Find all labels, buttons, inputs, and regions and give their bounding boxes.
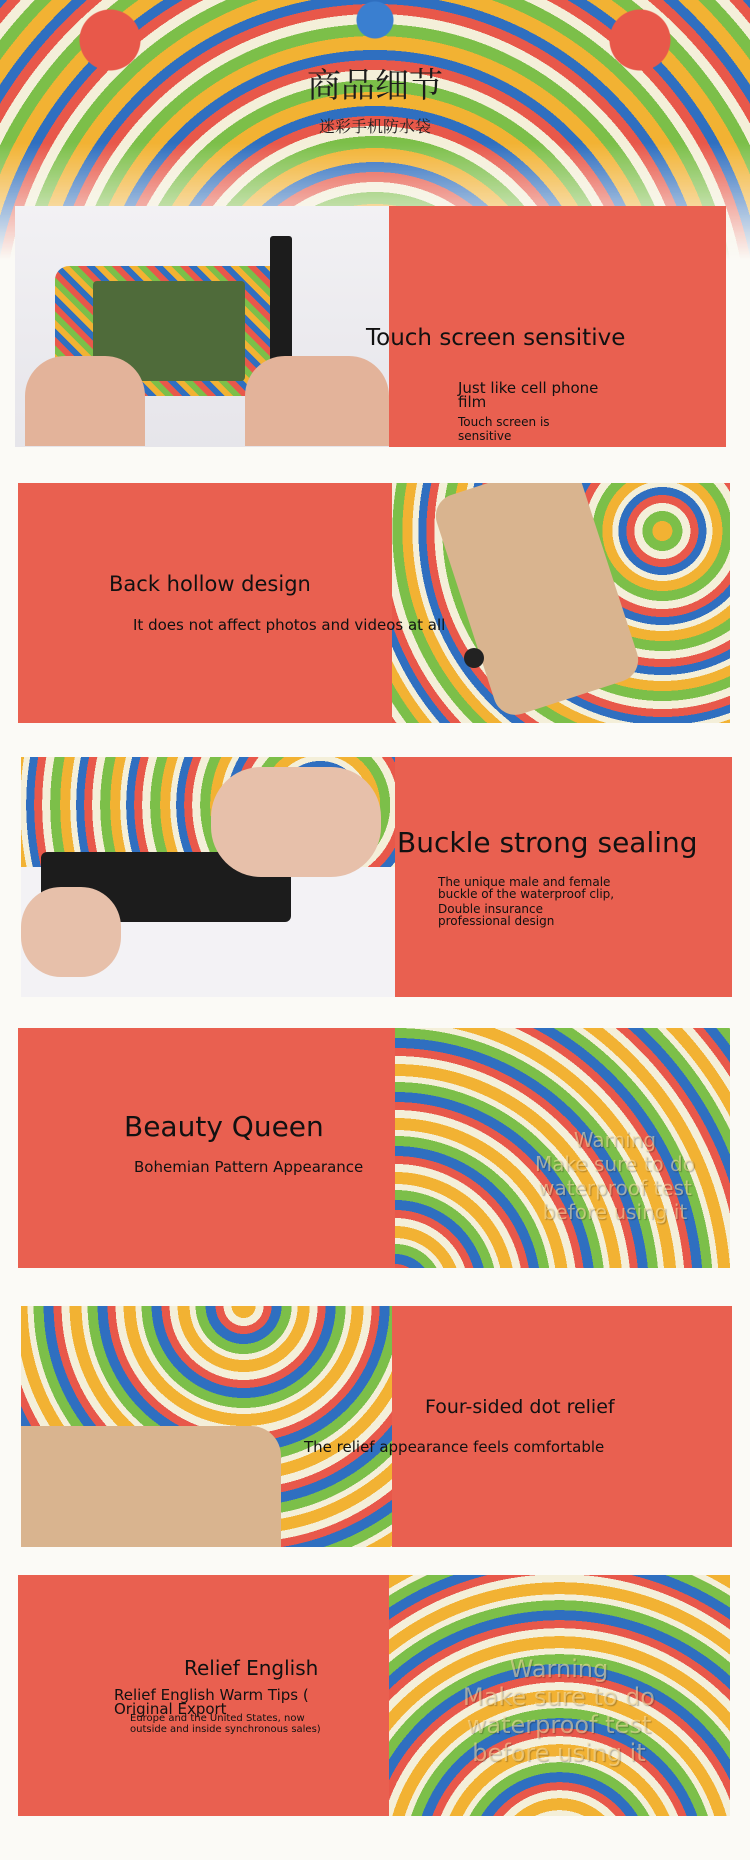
embossed-line: before using it xyxy=(472,1739,646,1767)
section-body: Bohemian Pattern Appearance xyxy=(134,1158,364,1176)
dot-relief-photo xyxy=(21,1306,392,1547)
back-hollow-panel xyxy=(18,483,392,723)
section-body: Relief English Warm Tips ( Original Export xyxy=(114,1686,309,1718)
section-body: It does not affect photos and videos at all xyxy=(133,616,446,634)
embossed-warning xyxy=(505,1128,725,1224)
back-hollow-photo xyxy=(392,483,730,723)
page-subtitle: 迷彩手机防水袋 xyxy=(318,117,431,136)
embossed-line: Warning xyxy=(573,1128,657,1152)
phone-back xyxy=(430,483,644,721)
buckle-photo xyxy=(21,757,395,997)
touch-screen-photo xyxy=(15,206,389,447)
section-body: The unique male and female buckle of the waterproof clip, xyxy=(438,875,615,901)
phone-back xyxy=(21,1426,281,1547)
embossed-line: Make sure to do xyxy=(535,1152,695,1176)
section-heading: Back hollow design xyxy=(109,572,311,596)
embossed-line: waterproof test xyxy=(466,1711,652,1739)
dot-relief-panel xyxy=(392,1306,732,1547)
page-title: 商品细节 xyxy=(307,66,443,106)
camera-lens xyxy=(464,648,484,668)
embossed-line: Warning xyxy=(509,1655,609,1683)
beauty-queen-photo xyxy=(395,1028,730,1268)
section-heading: Beauty Queen xyxy=(124,1110,324,1143)
section-body: Touch screen is sensitive xyxy=(458,415,550,443)
section-heading: Relief English xyxy=(184,1656,319,1680)
hand xyxy=(21,887,121,977)
embossed-warning xyxy=(439,1655,679,1767)
section-heading: Four-sided dot relief xyxy=(425,1396,615,1418)
relief-english-photo xyxy=(389,1575,730,1816)
section-body: Double insurance professional design xyxy=(438,902,555,928)
section-heading: Touch screen sensitive xyxy=(366,325,626,351)
hands xyxy=(25,356,145,446)
section-body: The relief appearance feels comfortable xyxy=(304,1438,605,1456)
embossed-line: Make sure to do xyxy=(463,1683,655,1711)
embossed-line: waterproof test xyxy=(538,1176,692,1200)
beauty-queen-panel xyxy=(18,1028,395,1268)
section-body: Just like cell phone film xyxy=(458,379,599,411)
hands xyxy=(245,356,389,446)
embossed-line: before using it xyxy=(542,1200,688,1224)
section-body: Europe and the United States, now outside and inside synchronous sales) xyxy=(130,1713,321,1735)
section-heading: Buckle strong sealing xyxy=(397,826,698,859)
hand xyxy=(211,767,381,877)
